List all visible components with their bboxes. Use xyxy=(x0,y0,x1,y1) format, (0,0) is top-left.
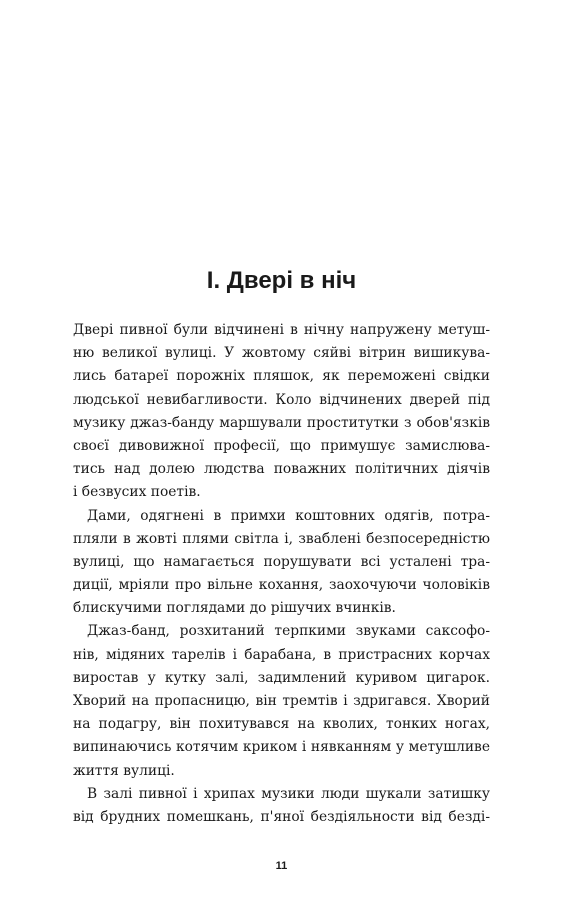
text-line: В залі пивної і хрипах музики люди шукали затишку xyxy=(87,785,490,802)
text-line: Дами, одягнені в примхи коштовних одягів, потра- xyxy=(87,507,490,524)
text-line: ню великої вулиці. У жовтому сяйві вітрин вишикува- xyxy=(73,345,490,362)
text-line: Хворий на пропасницю, він тремтів і здригався. Хворий xyxy=(73,693,490,709)
text-line: нів, мідяних тарелів і барабана, в пристрасних корчах xyxy=(73,646,490,663)
paragraph xyxy=(73,505,490,621)
text-line: випинаючись котячим криком і нявканням у метушливе xyxy=(73,739,490,756)
paragraph xyxy=(73,783,490,829)
text-line: виростав у кутку залі, задимлений куривом цигарок. xyxy=(73,669,490,686)
text-line: диції, мріяли про вільне кохання, заохочуючи чоловіків xyxy=(73,577,490,594)
page-number: 11 xyxy=(275,860,288,872)
text-line: Двері пивної були відчинені в нічну напружену метуш- xyxy=(73,322,490,338)
paragraph xyxy=(73,319,490,505)
text-line: від брудних помешкань, п'яної бездіяльности від безді- xyxy=(73,808,490,825)
text-line: пляли в жовті плями світла і, зваблені безпосередністю xyxy=(73,530,490,547)
text-line: на подагру, він похитувався на кволих, тонких ногах, xyxy=(73,716,490,733)
text-line: лись батареї порожніх пляшок, як переможені свідки xyxy=(73,368,490,385)
text-line: життя вулиці. xyxy=(73,762,175,779)
text-line: блискучими поглядами до рішучих вчинків. xyxy=(73,600,396,617)
text-line: Джаз-банд, розхитаний терпкими звуками саксофо- xyxy=(87,623,490,640)
body-text xyxy=(73,319,490,829)
paragraph xyxy=(73,620,490,782)
text-line: людської невибагливости. Коло відчинених дверей під xyxy=(73,391,490,408)
text-line: музику джаз-банду маршували проститутки з обов'язків xyxy=(73,414,490,431)
text-line: і безвусих поетів. xyxy=(73,484,201,501)
text-line: своєї дивовижної професії, що примушує замислюва- xyxy=(73,437,490,454)
chapter-title: I. Двері в ніч xyxy=(206,267,357,294)
text-line: тись над долею людства поважних політичних діячів xyxy=(73,461,490,478)
text-line: вулиці, що намагається порушувати всі усталені тра- xyxy=(73,553,490,570)
